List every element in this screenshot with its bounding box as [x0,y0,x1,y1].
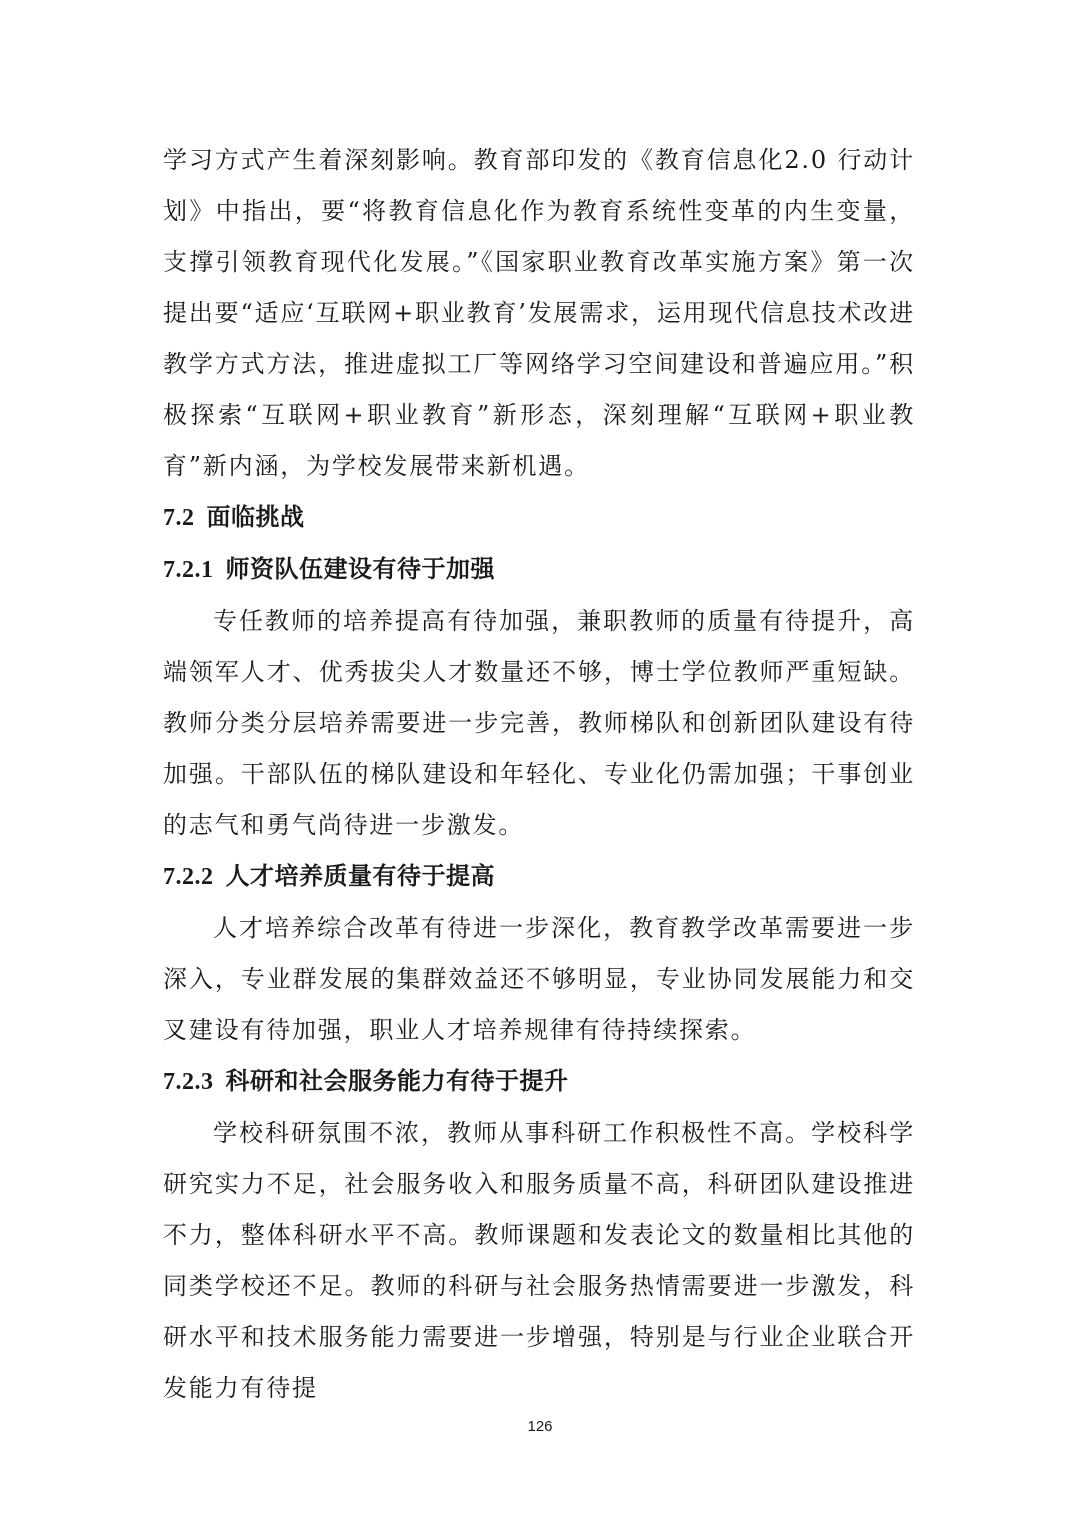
section-number: 7.2 [163,505,195,531]
page-content [163,135,915,1414]
subsection-title: 科研和社会服务能力有待于提升 [225,1067,569,1095]
subsection-number: 7.2.1 [163,557,214,583]
subsection-number: 7.2.2 [163,864,214,890]
section-title: 面临挑战 [206,503,305,531]
paragraph-education-informatization: 学习方式产生着深刻影响。教育部印发的《教育信息化2.0 行动计划》中指出，要“将教育信息化作为教育系统性变革的内生变量，支撑引领教育现代化发展。”《国家职业教育改革实施方案》第一次提出要“适应‘互联网+职业教育’发展需求，运用现代信息技术改进教学方式方法，推进虚拟工厂等网络学习空间建设和普遍应用。”积极探索“互联网+职业教育”新形态，深刻理解“互联网+职业教育”新内涵，为学校发展带来新机遇。 [163,146,915,480]
section-heading-challenges [163,492,915,544]
paragraph-faculty: 专任教师的培养提高有待加强，兼职教师的质量有待提升，高端领军人才、优秀拔尖人才数量还不够，博士学位教师严重短缺。教师分类分层培养需要进一步完善，教师梯队和创新团队建设有待加强。干部队伍的梯队建设和年轻化、专业化仍需加强；干事创业的志气和勇气尚待进一步激发。 [163,607,915,839]
page-number: 126 [527,1418,553,1435]
subsection-heading-talent-quality [163,851,915,903]
subsection-title: 人才培养质量有待于提高 [225,862,495,890]
paragraph-research-service: 学校科研氛围不浓，教师从事科研工作积极性不高。学校科学研究实力不足，社会服务收入和服务质量不高，科研团队建设推进不力，整体科研水平不高。教师课题和发表论文的数量相比其他的同类学校还不足。教师的科研与社会服务热情需要进一步激发，科研水平和技术服务能力需要进一步增强，特别是与行业企业联合开发能力有待提 [163,1119,915,1402]
subsection-heading-faculty [163,544,915,596]
paragraph-talent-quality: 人才培养综合改革有待进一步深化，教育教学改革需要进一步深入，专业群发展的集群效益还不够明显，专业协同发展能力和交叉建设有待加强，职业人才培养规律有待持续探索。 [163,914,915,1044]
subsection-title: 师资队伍建设有待于加强 [225,555,495,583]
subsection-number: 7.2.3 [163,1069,214,1095]
subsection-heading-research-service [163,1056,915,1108]
